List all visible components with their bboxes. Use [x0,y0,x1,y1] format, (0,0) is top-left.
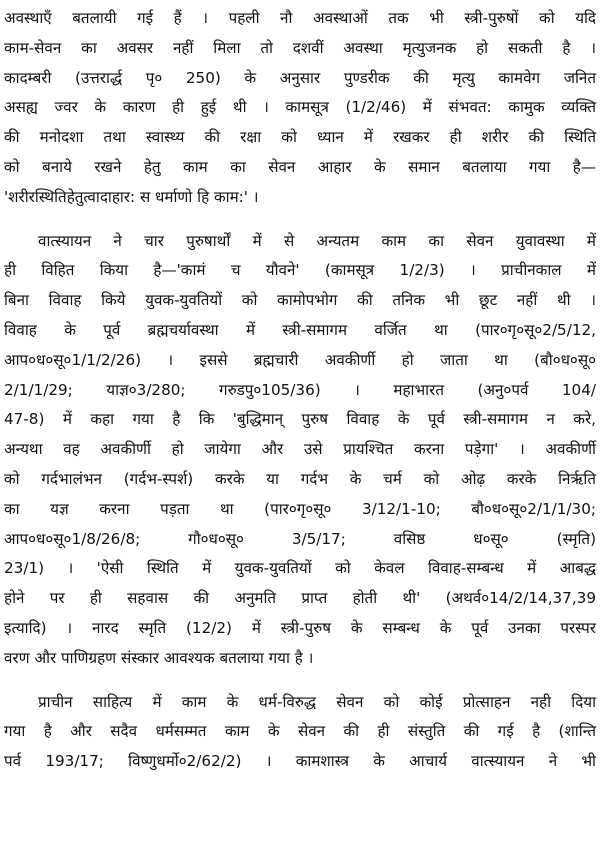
text-line: असह्य ज्वर के कारण ही हुई थी । कामसूत्र (1/2/46) में संभवत: कामुक व्यक्ति [4,98,596,117]
text-line: 2/1/1/29; याज्ञ०3/280; गरुडपु०105/36) । महाभारत (अनु०पर्व 104/ [4,380,596,399]
text-line: अवस्थाएँ बतलायी गई हैं । पहली नौ अवस्थाओं तक भी स्त्री-पुरुषों को यदि [4,9,596,27]
text-line: अन्यथा वह अवकीर्णी हो जायेगा और उसे प्रायश्चित करना पड़ेगा' । अवकीर्णी [4,440,596,459]
paragraph-2 [4,227,596,674]
text-line: प्राचीन साहित्य में काम के धर्म-विरुद्ध सेवन को कोई प्रोत्साहन नही दिया [38,692,596,711]
text-line: आप०ध०सू०1/1/2/26) । इससे ब्रह्मचारी अवकीर्णी हो जाता था (बौ०ध०सू० [4,350,596,369]
text-line: को बनाये रखने हेतु काम का सेवन आहार के समान बतलाया गया है— [4,157,596,176]
text-line: 'शरीरस्थितिहेतुत्वादाहार: स धर्माणो हि काम:' । [4,187,259,206]
paragraph-3 [4,688,596,777]
text-line: पर्व 193/17; विष्णुधर्मो०2/62/2) । कामशास्त्र के आचार्य वात्स्यायन ने भी [4,752,596,771]
text-line: बिना विवाह किये युवक-युवतियों को कामोपभोग की तनिक भी छूट नहीं थी । [4,291,596,310]
text-line: 23/1) । 'ऐसी स्थिति में युवक-युवतियों को केवल विवाह-सम्बन्ध में आबद्ध [4,559,596,578]
text-line: गया है और सदैव धर्मसम्मत काम के सेवन की ही संस्तुति की गई है (शान्ति [4,722,597,741]
text-line: 47-8) में कहा गया है कि 'बुद्धिमान् पुरुष विवाह के पूर्व स्त्री-समागम न करे, [4,410,596,429]
text-line: आप०ध०सू०1/8/26/8; गौ०ध०सू० 3/5/17; वसिष्ठ ध०सू० (स्मृति) [4,529,596,548]
paragraph-gap [4,213,596,227]
paragraph-gap [4,674,596,688]
text-line: का यज्ञ करना पड़ता था (पार०गृ०सू० 3/12/1-10; बौ०ध०सू०2/1/1/30; [4,499,596,518]
text-line: ही विहित किया है—'कामं च यौवने' (कामसूत्र 1/2/3) । प्राचीनकाल में [4,261,596,280]
text-line: कादम्बरी (उत्तरार्द्ध पृ० 250) के अनुसार पुण्डरीक की मृत्यु कामवेग जनित [4,68,596,87]
text-line: काम-सेवन का अवसर नहीं मिला तो दशवीं अवस्था मृत्युजनक हो सकती है । [4,38,596,57]
paragraph-1 [4,4,596,213]
text-line: की मनोदशा तथा स्वास्थ्य की रक्षा को ध्यान में रखकर ही शरीर की स्थिति [4,128,596,147]
text-line: विवाह के पूर्व ब्रह्मचर्यावस्था में स्त्री-समागम वर्जित था (पार०गृ०सू०2/5/12, [4,320,596,339]
text-line: वरण और पाणिग्रहण संस्कार आवश्यक बतलाया गया है । [4,648,314,667]
text-line: वात्स्यायन ने चार पुरुषार्थों में से अन्यतम काम का सेवन युवावस्था में [38,231,596,250]
text-line: होने पर ही सहवास की अनुमति प्राप्त होती थी' (अथर्व०14/2/14,37,39 [4,589,596,608]
text-line: को गर्दभालंभन (गर्दभ-स्पर्श) करके या गर्दभ के चर्म को ओढ़ करके निर्ऋति [4,469,596,488]
text-line: इत्यादि) । नारद स्मृति (12/2) में स्त्री-पुरुष के सम्बन्ध के पूर्व उनका परस्पर [4,618,596,637]
